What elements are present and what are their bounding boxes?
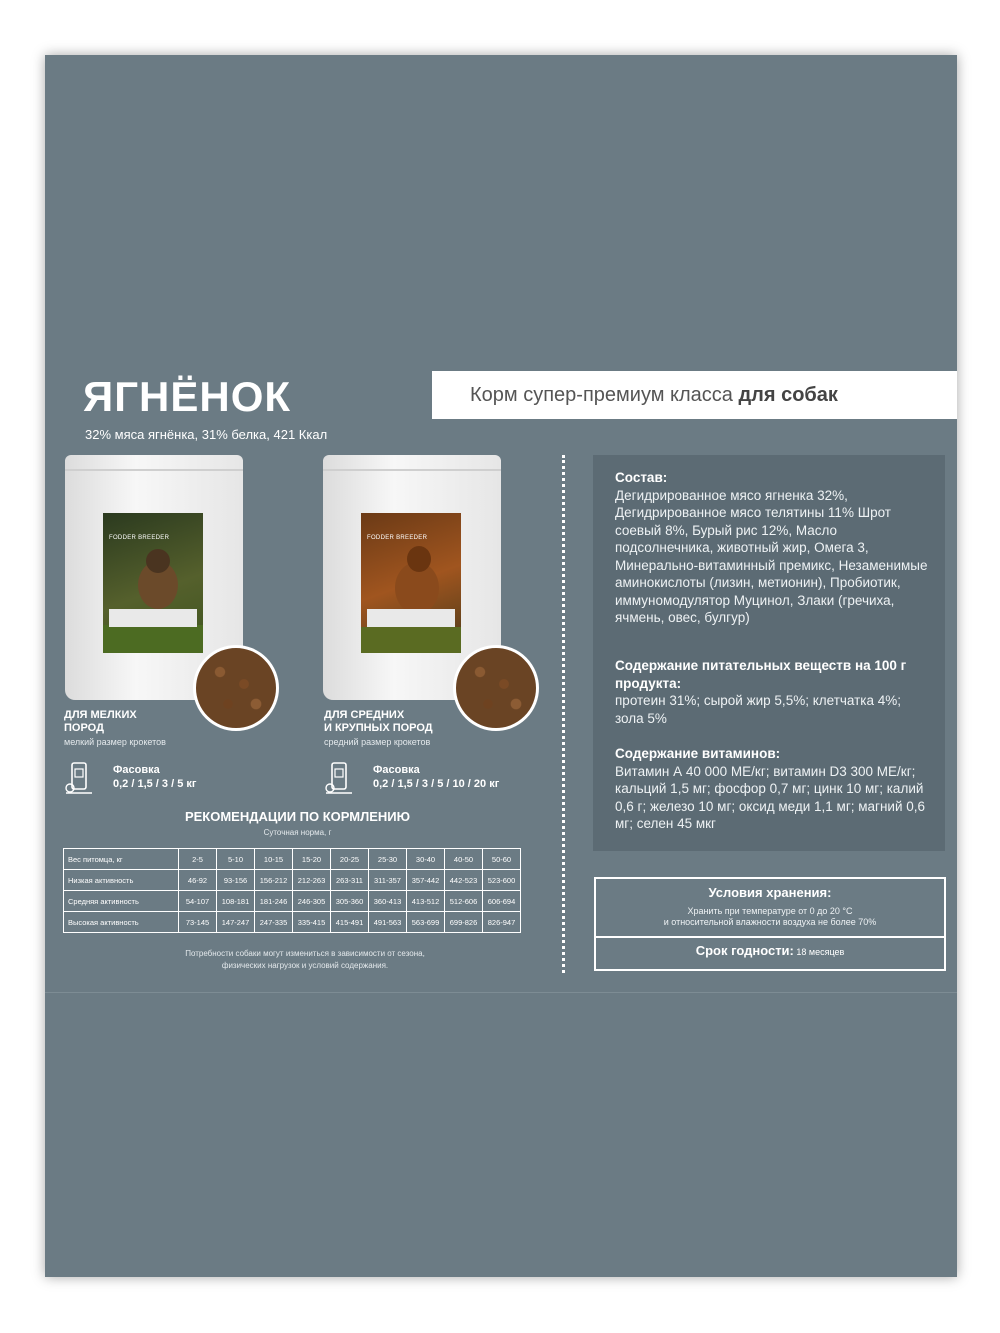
- product-subtitle: 32% мяса ягнёнка, 31% белка, 421 Ккал: [85, 427, 328, 442]
- table-cell: 606-694: [483, 891, 521, 912]
- storage-text: [596, 906, 944, 928]
- table-cell: Вес питомца, кг: [64, 849, 179, 870]
- nutrients-heading: Содержание питательных веществ на 100 г продукта:: [615, 658, 907, 691]
- table-cell: 156-212: [255, 870, 293, 891]
- storage-separator: [596, 936, 944, 938]
- product-card: [45, 55, 957, 1277]
- small-pack-values: 0,2 / 1,5 / 3 / 5 кг: [113, 778, 197, 790]
- bag-zip: [323, 469, 501, 471]
- shelf-life-label: Срок годности:: [695, 943, 794, 958]
- large-breed-heading: [324, 709, 433, 735]
- vitamins-heading: Содержание витаминов:: [615, 746, 781, 761]
- table-cell: 413-512: [407, 891, 445, 912]
- medium-kibble-image: [453, 645, 539, 731]
- table-cell: 699-826: [445, 912, 483, 933]
- table-row: [64, 891, 521, 912]
- table-cell: 181-246: [255, 891, 293, 912]
- table-cell: 108-181: [217, 891, 255, 912]
- feeding-subtitle: Суточная норма, г: [263, 828, 332, 837]
- table-cell: Низкая активность: [64, 870, 179, 891]
- table-cell: 20-25: [331, 849, 369, 870]
- table-cell: 523-600: [483, 870, 521, 891]
- table-cell: 246-305: [293, 891, 331, 912]
- table-cell: 54-107: [179, 891, 217, 912]
- table-cell: 73-145: [179, 912, 217, 933]
- table-cell: 357-442: [407, 870, 445, 891]
- bag-info-strip: [109, 609, 197, 627]
- table-cell: 50-60: [483, 849, 521, 870]
- large-pack-values: 0,2 / 1,5 / 3 / 5 / 10 / 20 кг: [373, 778, 500, 790]
- table-cell: 2-5: [179, 849, 217, 870]
- composition-text: Дегидрированное мясо ягненка 32%, Дегидрированное мясо телятины 11% Шрот соевый 8%, Бурый рис 12%, Масло подсолнечника, животный жир, Омега 3, Минерально-витаминный премикс, Незаменимые аминокислоты (лизин, метионин), Пробиотик, иммуномодулятор Муцинол, Злаки (гречиха, ячмень, овес, булгур): [615, 487, 928, 625]
- small-pack-label: Фасовка: [113, 764, 160, 776]
- table-cell: 93-156: [217, 870, 255, 891]
- table-cell: 360-413: [369, 891, 407, 912]
- table-cell: 491-563: [369, 912, 407, 933]
- large-pack-label: Фасовка: [373, 764, 420, 776]
- bag-label: [361, 513, 461, 653]
- table-row: [64, 870, 521, 891]
- product-title: ЯГНЁНОК: [83, 373, 292, 420]
- bag-brand: FODDER BREEDER: [109, 535, 170, 541]
- banner-text: Корм супер-премиум класса: [470, 384, 739, 406]
- nutrients-text: протеин 31%; сырой жир 5,5%; клетчатка 4%; зола 5%: [615, 693, 902, 726]
- table-cell: 147-247: [217, 912, 255, 933]
- small-kibble-image: [193, 645, 279, 731]
- dotted-divider: [562, 455, 565, 973]
- table-cell: 415-491: [331, 912, 369, 933]
- table-cell: 30-40: [407, 849, 445, 870]
- table-cell: 25-30: [369, 849, 407, 870]
- small-breed-heading-line2: ПОРОД: [64, 722, 104, 734]
- feeding-note-line2: физических нагрузок и условий содержания.: [221, 961, 389, 970]
- table-header-row: [64, 849, 521, 870]
- table-cell: 335-415: [293, 912, 331, 933]
- table-row: [64, 912, 521, 933]
- table-cell: 40-50: [445, 849, 483, 870]
- composition-box: [593, 455, 945, 851]
- shelf-life: [596, 943, 944, 958]
- large-breed-heading-line2: И КРУПНЫХ ПОРОД: [324, 722, 433, 734]
- feeding-note-line1: Потребности собаки могут измениться в зависимости от сезона,: [185, 949, 425, 958]
- bag-info-strip: [367, 609, 455, 627]
- banner-bold-text: для собак: [738, 384, 838, 406]
- composition-heading: Состав:: [615, 470, 668, 485]
- table-cell: 826-947: [483, 912, 521, 933]
- table-cell: 10-15: [255, 849, 293, 870]
- small-breed-heading-line1: ДЛЯ МЕЛКИХ: [64, 709, 137, 721]
- table-cell: Высокая активность: [64, 912, 179, 933]
- table-cell: 247-335: [255, 912, 293, 933]
- table-cell: 512-606: [445, 891, 483, 912]
- bag-label: [103, 513, 203, 653]
- table-cell: 15-20: [293, 849, 331, 870]
- large-breed-size-note: средний размер крокетов: [324, 737, 431, 747]
- table-cell: 311-357: [369, 870, 407, 891]
- storage-heading: Условия хранения:: [708, 885, 832, 900]
- table-cell: 442-523: [445, 870, 483, 891]
- table-cell: 46-92: [179, 870, 217, 891]
- storage-line2: и относительной влажности воздуха не более 70%: [663, 917, 877, 927]
- feeding-note: [105, 948, 505, 972]
- storage-line1: Хранить при температуре от 0 до 20 °С: [687, 906, 853, 916]
- category-banner: [432, 371, 957, 419]
- storage-box: [594, 877, 946, 971]
- table-cell: 5-10: [217, 849, 255, 870]
- table-cell: 305-360: [331, 891, 369, 912]
- small-breed-size-note: мелкий размер крокетов: [64, 737, 166, 747]
- feeding-table: [63, 848, 521, 933]
- nutrients-block: [615, 657, 931, 727]
- bag-zip: [65, 469, 243, 471]
- vitamins-text: Витамин А 40 000 МЕ/кг; витамин D3 300 МЕ/кг; кальций 1,5 мг; фосфор 0,7 мг; цинк 10 мг; калий 0,6 г; железо 10 мг; оксид меди 1,1 мг; магний 0,6 мг; селен 45 мкг: [615, 763, 926, 831]
- large-breed-heading-line1: ДЛЯ СРЕДНИХ: [324, 709, 405, 721]
- feeding-title: РЕКОМЕНДАЦИИ ПО КОРМЛЕНИЮ: [184, 809, 411, 824]
- dog-icon: [103, 513, 203, 653]
- bag-brand: FODDER BREEDER: [367, 535, 428, 541]
- table-cell: 563-699: [407, 912, 445, 933]
- shelf-life-value: 18 месяцев: [793, 947, 845, 957]
- dog-icon: [361, 513, 461, 653]
- table-cell: 263-311: [331, 870, 369, 891]
- vitamins-block: [615, 745, 931, 833]
- bag-icon: [324, 761, 354, 795]
- table-cell: 212-263: [293, 870, 331, 891]
- bag-icon: [64, 761, 94, 795]
- table-cell: Средняя активность: [64, 891, 179, 912]
- small-breed-heading: [64, 709, 137, 735]
- section-divider: [45, 992, 957, 993]
- composition-block: [615, 469, 931, 627]
